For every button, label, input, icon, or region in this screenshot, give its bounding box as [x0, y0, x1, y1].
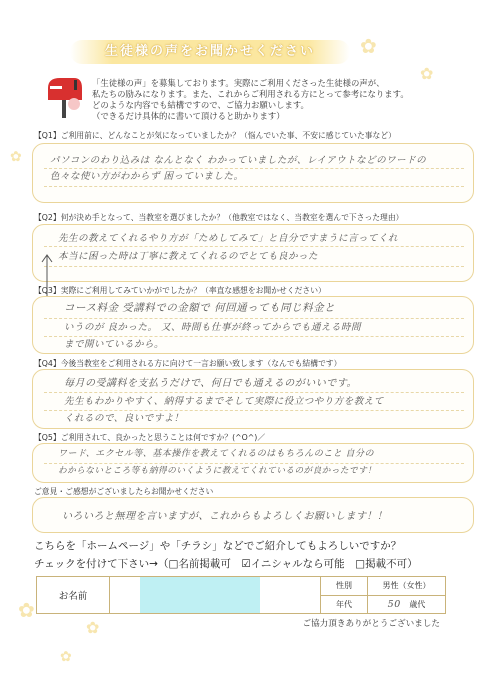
name-label: お名前 [58, 591, 88, 602]
consent-options: チェックを付けて下さい→（□名前掲載可 ☑イニシャルなら可能 □掲載不可） [34, 558, 418, 570]
flower-decoration-icon: ✿ [420, 64, 434, 83]
answer-4-line-2: 先生もわかりやすく、納得するまでそして実際に役立つやり方を教えて [64, 396, 384, 407]
answer-5-line-2: わからないところ等も納得のいくように教えてくれているのが良かったです！ [58, 466, 377, 476]
flower-decoration-icon: ✿ [360, 34, 377, 58]
answer-2-line-1: 先生の教えてくれるやり方が「ためしてみて」と自分ですまうに言ってくれ [58, 233, 399, 244]
flower-decoration-icon: ✿ [10, 149, 22, 165]
question-3-label: 【Q3】実際にご利用してみていかがでしたか？（率直な感想をお聞かせください） [34, 286, 326, 295]
thanks-note: ご協力頂きありがとうございました [302, 619, 440, 629]
gender-value-cell [368, 577, 446, 596]
answer-3-line-2: いうのが 良かった。 又、時間も仕事が終ってからでも通える時間 [64, 322, 361, 333]
question-2-label: 【Q2】何が決め手となって、当教室を選びましたか？（他教室ではなく、当教室を選んで下さった理由） [34, 213, 404, 222]
divider [44, 186, 464, 187]
answer-3-line-1: コース料金 受講料での金額で 何回通っても同じ料金と [64, 302, 336, 314]
age-value-cell [368, 595, 446, 614]
age-label-cell [321, 595, 368, 614]
flower-decoration-icon: ✿ [86, 618, 100, 637]
answer-2-line-2: 本当に困った時は丁寧に教えてくれるのでとても良かった [58, 251, 319, 262]
age-suffix: 歳代 [409, 599, 426, 609]
question-5-label: 【Q5】ご利用されて、良かったと思うことは何ですか？(^O^)／ [34, 433, 266, 442]
page-title: 生徒様の声をお聞かせください [70, 40, 350, 64]
answer-4-line-3: くれるので、良いですよ！ [64, 413, 184, 424]
answer-3-line-3: まで開いているから。 [64, 339, 165, 350]
gender-value: 男性（女性） [382, 581, 431, 591]
intro-text: 「生徒様の声」を募集しております。実際にご利用くださった生徒様の声が、 私たちの励みになります。また、これからご利用される方にとって参考になります。 どのような内容でも結構ですので、ご協力お願いします。 （できるだけ具体的に書いて頂けると助かります） [92, 78, 409, 121]
answer-4-line-1: 毎月の受講料を支払うだけで、何日でも通えるのがいいです。 [64, 378, 357, 389]
consent-question: こちらを「ホームページ」や「チラシ」などでご紹介してもよろしいですか？ [34, 540, 402, 552]
name-label-cell [37, 577, 110, 614]
comments-line-1: いろいろと無理を言いますが、これからもよろしくお願いします！！ [62, 511, 388, 522]
name-value-cell [110, 577, 321, 614]
redacted-name [140, 577, 260, 613]
divider [44, 266, 464, 267]
answer-1-line-1: パソコンのわり込みは なんとなく わかっていましたが、レイアウトなどのワードの [50, 155, 427, 166]
answer-5-line-1: ワード、エクセル等、基本操作を教えてくれるのはもちろんのこと 自分の [58, 449, 375, 459]
question-1-label: 【Q1】ご利用前に、どんなことが気になっていましたか？（悩んでいた事、不安に感じていた事など） [34, 131, 396, 140]
answer-1-line-2: 色々な使い方がわからず 困っていました。 [50, 171, 244, 182]
flower-decoration-icon: ✿ [60, 649, 72, 665]
flower-decoration-icon: ✿ [18, 598, 35, 622]
divider [44, 246, 464, 247]
respondent-info-table [36, 576, 446, 614]
gender-label-cell [321, 577, 368, 596]
age-label: 年代 [336, 599, 352, 609]
comments-label: ご意見・ご感想がございましたらお聞かせください [34, 487, 214, 496]
mailbox-icon [44, 76, 84, 120]
question-4-label: 【Q4】今後当教室をご利用される方に向けて一言お願い致します（なんでも結構です） [34, 359, 342, 368]
age-value: 50 [387, 598, 401, 610]
gender-label: 性別 [336, 581, 352, 591]
